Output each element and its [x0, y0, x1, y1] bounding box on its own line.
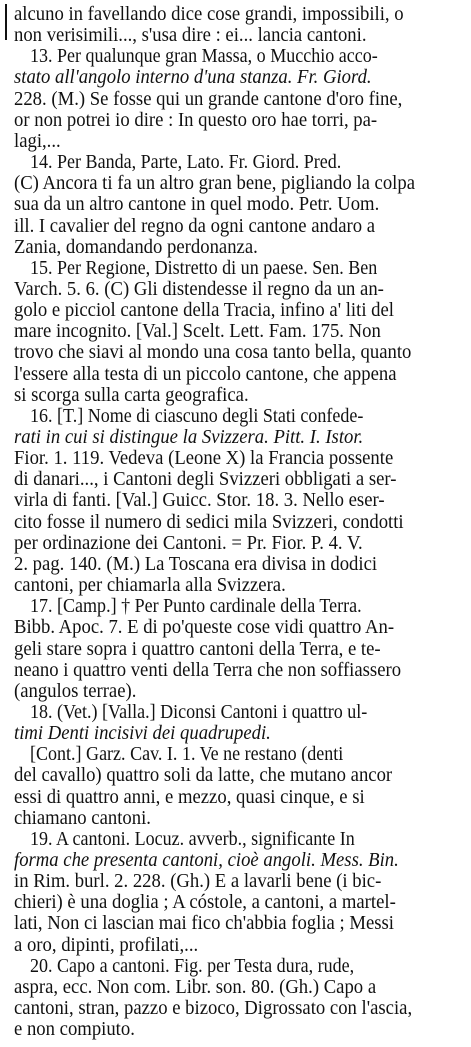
text-line: Bibb. Apoc. 7. E di po'queste cose vidi quattro An-: [14, 617, 395, 639]
text-line: 15. Per Regione, Distretto di un paese. Sen. Ben: [30, 257, 378, 279]
text-line: rati in cui si distingue la Svizzera. Pitt. I. Istor.: [14, 427, 364, 448]
text-line: di danari..., i Cantoni degli Svizzeri obbligati a ser-: [14, 469, 397, 491]
text-line: chieri) è una doglia ; A cóstole, a cantoni, a martel-: [14, 892, 396, 914]
text-line: 17. [Camp.] † Per Punto cardinale della Terra.: [30, 596, 362, 618]
text-line: trovo che siavi al mondo una cosa tanto bella, quanto: [14, 342, 412, 364]
text-line: [Cont.] Garz. Cav. I. 1. Ve ne restano (denti: [30, 744, 344, 766]
text-line: cito fosse il numero di sedici mila Svizzeri, condotti: [14, 511, 404, 533]
text-line: Zania, domandando perdonanza.: [14, 236, 258, 258]
text-line: in Rim. burl. 2. 228. (Gh.) E a lavarli bene (i bic-: [14, 871, 382, 893]
text-line: lati, Non ci lascian mai fico ch'abbia foglia ; Messi: [14, 913, 394, 935]
text-line: chiamano cantoni.: [14, 807, 151, 829]
text-line: 228. (M.) Se fosse qui un grande cantone d'oro fine,: [14, 88, 403, 110]
text-line: cantoni, stran, pazzo e bizoco, Digrossato con l'ascia,: [14, 998, 413, 1020]
text-line: 20. Capo a cantoni. Fig. per Testa dura, rude,: [30, 955, 355, 977]
text-line: golo e picciol cantone della Tracia, infino a' liti del: [14, 300, 394, 322]
text-line: or non potrei io dire : In questo oro hae torri, pa-: [14, 109, 378, 131]
text-line: (C) Ancora ti fa un altro gran bene, pigliando la colpa: [14, 173, 415, 195]
text-line: l'essere alla testa di un piccolo cantone, che appena: [14, 363, 397, 385]
text-line: 14. Per Banda, Parte, Lato. Fr. Giord. Pred.: [30, 152, 342, 174]
text-line: Fior. 1. 119. Vedeva (Leone X) la Francia possente: [14, 448, 394, 470]
text-line: timi Denti incisivi dei quadrupedi.: [14, 723, 271, 745]
text-line: mare incognito. [Val.] Scelt. Lett. Fam. 175. Non: [14, 321, 381, 343]
text-line: lagi,...: [14, 130, 61, 152]
text-line: 16. [T.] Nome di ciascuno degli Stati confede-: [30, 405, 364, 427]
text-line: ill. I cavalier del regno da ogni cantone andaro a: [14, 215, 376, 237]
text-line: del cavallo) quattro soli da latte, che mutano ancor: [14, 765, 393, 787]
text-line: geli stare sopra i quattro cantoni della Terra, e te-: [14, 638, 381, 660]
text-line: 13. Per qualunque gran Massa, o Mucchio acco-: [30, 46, 378, 68]
text-line: Varch. 5. 6. (C) Gli distendesse il regno da un an-: [14, 278, 384, 300]
text-line: aspra, ecc. Non com. Libr. son. 80. (Gh.) Capo a: [14, 976, 377, 998]
text-line: per ordinazione dei Cantoni. = Pr. Fior. P. 4. V.: [14, 532, 363, 554]
text-line: alcuno in favellando dice cose grandi, impossibili, o: [14, 4, 404, 25]
text-line: 19. A cantoni. Locuz. avverb., significante In: [30, 828, 355, 850]
text-line: sua da un altro cantone in quel modo. Petr. Uom.: [14, 194, 380, 216]
text-line: cantoni, per chiamarla alla Svizzera.: [14, 575, 286, 597]
text-line: (angulos terrae).: [14, 680, 137, 702]
text-line: si scorga sulla carta geografica.: [14, 384, 249, 406]
text-line: non verisimili..., s'usa dire : ei... lancia cantoni.: [14, 25, 367, 47]
text-line: 2. pag. 140. (M.) La Toscana era divisa in dodici: [14, 553, 378, 575]
text-line: forma che presenta cantoni, cioè angoli. Mess. Bin.: [14, 850, 399, 871]
text-line: neano i quattro venti della Terra che non soffiassero: [14, 659, 402, 681]
text-line: 18. (Vet.) [Valla.] Diconsi Cantoni i quattro ul-: [30, 701, 368, 723]
text-line: essi di quattro anni, e mezzo, quasi cinque, e si: [14, 786, 365, 808]
text-line: a oro, dipinti, profilati,...: [14, 934, 199, 956]
text-line: stato all'angolo interno d'una stanza. Fr. Giord.: [14, 67, 372, 89]
margin-rule: [5, 4, 7, 40]
text-line: e non compiuto.: [14, 1019, 135, 1041]
text-line: virla di fanti. [Val.] Guicc. Stor. 18. 3. Nello eser-: [14, 490, 385, 512]
